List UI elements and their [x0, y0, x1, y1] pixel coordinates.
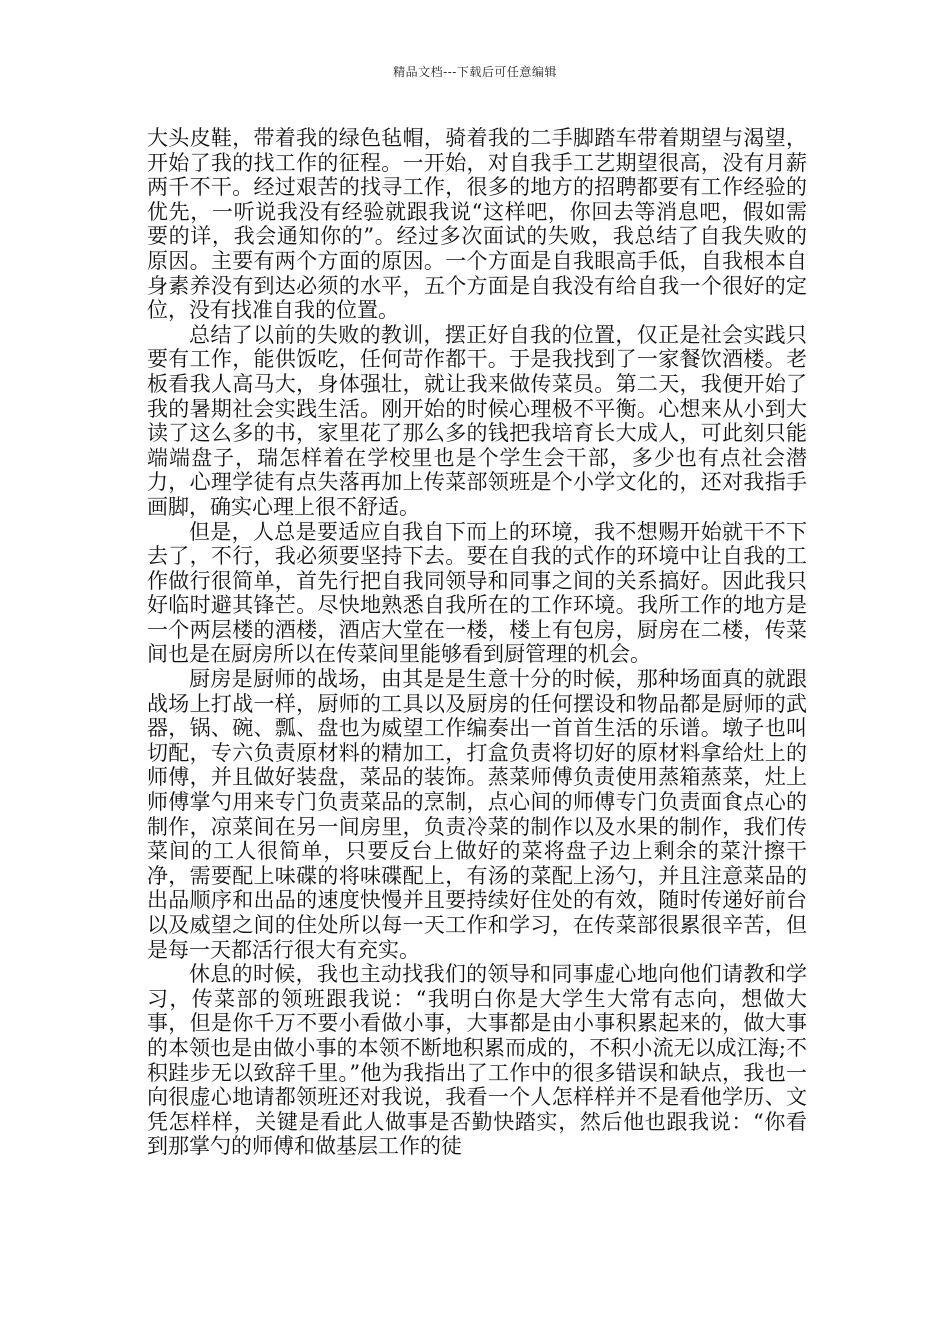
paragraph-3: 但是，人总是要适应自我自下而上的环境，我不想赐开始就干不下去了，不行，我必须要坚持下去。要在自我的式作的环境中让自我的工作做行很简单，首先行把自我同领导和同事之间的关系搞好。因此我只好临时避其锋芒。尽快地熟悉自我所在的工作环境。我所工作的地方是一个两层楼的酒楼，酒店大堂在一楼，楼上有包房，厨房在二楼，传菜间也是在厨房所以在传菜间里能够看到厨管理的机会。 — [147, 519, 807, 667]
paragraph-4: 厨房是厨师的战场，由其是是生意十分的时候，那种场面真的就跟战场上打战一样，厨师的工具以及厨房的任何摆设和物品都是厨师的武器，锅、碗、瓢、盘也为威望工作编奏出一首首生活的乐谱。墩子也叫切配，专六负责原材料的精加工，打盒负责将切好的原材料拿给灶上的师傅，并且做好装盘，菜品的装饰。蒸菜师傅负责使用蒸箱蒸菜，灶上师傅掌勺用来专门负责菜品的烹制，点心间的师傅专门负责面食点心的制作，凉菜间在另一间房里，负责冷菜的制作以及水果的制作，我们传菜间的工人很简单，只要反台上做好的菜将盘子边上剩余的菜汁擦干净，需要配上味碟的将味碟配上，有汤的菜配上汤勺，并且注意菜品的出品顺序和出品的速度快慢并且要持续好住处的有效，随时传递好前台以及威望之间的住处所以每一天工作和学习，在传菜部很累很辛苦，但是每一天都活行很大有充实。 — [147, 667, 807, 962]
page-header: 精品文档---下载后可任意编辑 — [393, 65, 557, 79]
paragraph-5: 休息的时候，我也主动找我们的领导和同事虚心地向他们请教和学习，传菜部的领班跟我说：“我明白你是大学生大常有志向，想做大事，但是你千万不要小看做小事，大事都是由小事积累起来的，做大事的本领也是由做小事的本领不断地积累而成的，不积小流无以成江海;不积跬步无以致辞千里。”他为我指出了工作中的很多错误和缺点，我也一向很虚心地请都领班还对我说，我看一个人怎样样并不是看他学历、文凭怎样样，关键是看此人做事是否勤快踏实，然后他也跟我说：“你看到那掌勺的师傅和做基层工作的徒 — [147, 962, 807, 1159]
document-body — [147, 126, 807, 1159]
paragraph-1: 大头皮鞋，带着我的绿色毡帽，骑着我的二手脚踏车带着期望与渴望，开始了我的找工作的征程。一开始，对自我手工艺期望很高，没有月薪两千不干。经过艰苦的找寻工作，很多的地方的招聘都要有工作经验的优先，一听说我没有经验就跟我说“这样吧，你回去等消息吧，假如需要的详，我会通知你的”。经过多次面试的失败，我总结了自我失败的原因。主要有两个方面的原因。一个方面是自我眼高手低，自我根本自身素养没有到达必须的水平，五个方面是自我没有给自我一个很好的定位，没有找准自我的位置。 — [147, 126, 807, 323]
paragraph-2: 总结了以前的失败的教训，摆正好自我的位置，仅正是社会实践只要有工作，能供饭吃，任何苛作都干。于是我找到了一家餐饮酒楼。老板看我人高马大，身体强壮，就让我来做传菜员。第二天，我便开始了我的暑期社会实践生活。刚开始的时候心理极不平衡。心想来从小到大读了这么多的书，家里花了那么多的钱把我培育长大成人，可此刻只能端端盘子，瑞怎样着在学校里也是个学生会干部，多少也有点社会潜力，心理学徒有点失落再加上传菜部领班是个小学文化的，还对我指手画脚，确实心理上很不舒适。 — [147, 322, 807, 519]
